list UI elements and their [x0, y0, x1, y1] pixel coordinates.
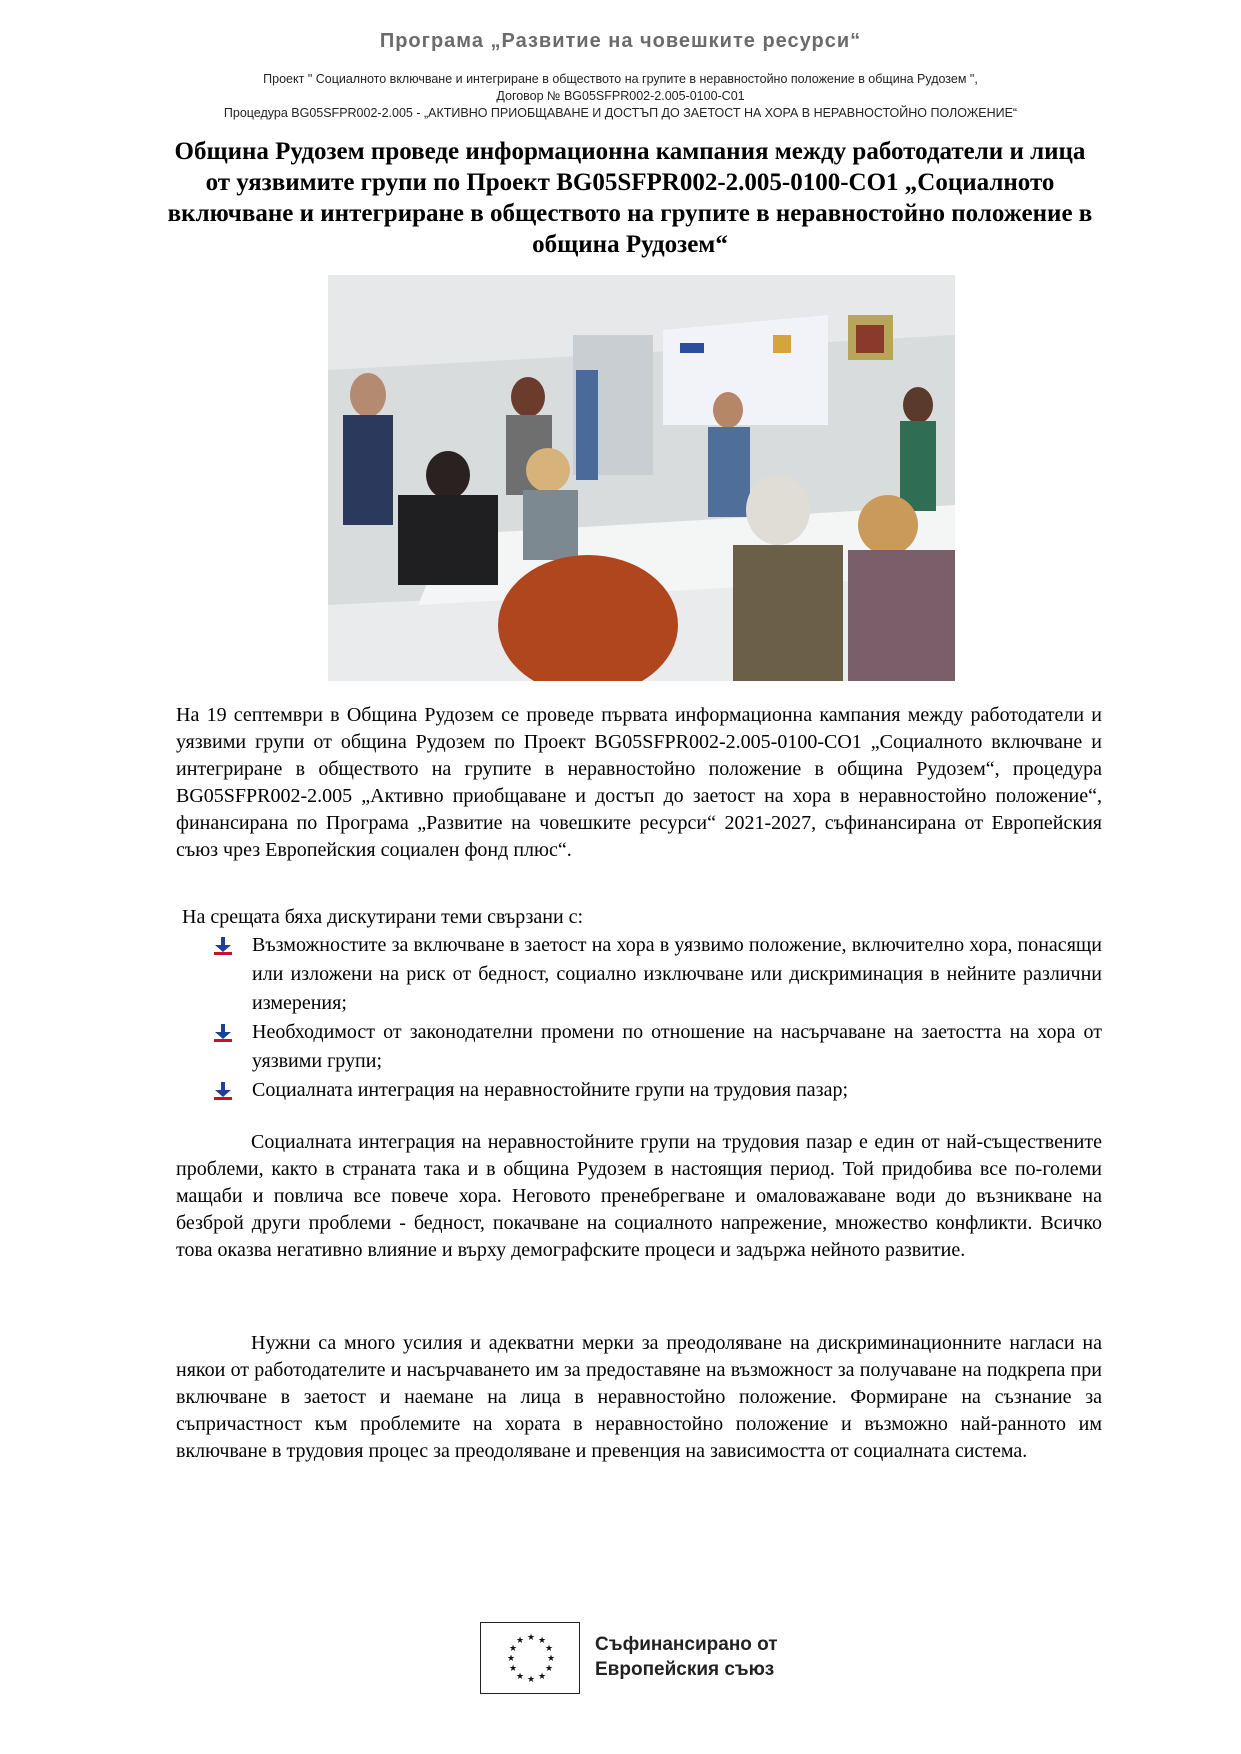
svg-text:★: ★ — [509, 1644, 518, 1654]
eu-cofinanced-logo — [480, 1622, 790, 1696]
article-title: Община Рудозем проведе информационна кампания между работодатели и лица от уязвимите групи по Проект BG05SFPR002-2.005-0100-СО1 „Социалното включване и интегриране в обществото на групите в неравностойно положение в община Рудозем“ — [167, 138, 1093, 258]
topics-list — [176, 931, 1102, 1105]
eu-flag-icon — [480, 1622, 580, 1694]
svg-text:★: ★ — [516, 1672, 525, 1682]
svg-text:★: ★ — [538, 1672, 547, 1682]
arrow-bullet-icon — [214, 1024, 232, 1042]
paragraph-1: На 19 септември в Община Рудозем се проведе първата информационна кампания между работодатели и уязвими групи от община Рудозем по Проект BG05SFPR002-2.005-0100-СО1 „Социалното включване и интегриране в обществото на групите в неравностойно положение в община Рудозем“, процедура BG05SFPR002-2.005 „Активно приобщаване и достъп до заетост на хора в неравностойно положение“, финансирана по Програма „Развитие на човешките ресурси“ 2021-2027, съфинансирана от Европейския съюз чрез Европейския социален фонд плюс“. — [176, 704, 1102, 861]
svg-text:★: ★ — [545, 1644, 554, 1654]
svg-text:★: ★ — [507, 1654, 516, 1664]
list-item — [176, 1018, 1102, 1076]
svg-text:★: ★ — [547, 1654, 556, 1664]
svg-text:★: ★ — [516, 1636, 525, 1646]
paragraph-3: Нужни са много усилия и адекватни мерки за преодоляване на дискриминационните нагласи на някои от работодателите и насърчаването им за предоставяне на възможност за получаване на подкрепа при включване в заетост и наемане на лица в неравностойно положение. Формиране на съзнание за съпричастност към проблемите на хората в неравностойно положение и възможно най-ранното им включване в трудовия процес за преодоляване и превенция на зависимостта от социалната система. — [176, 1332, 1102, 1462]
topics-intro: На срещата бяха дискутирани теми свързани с: — [182, 906, 584, 928]
svg-text:★: ★ — [509, 1664, 518, 1674]
cofinanced-line-1: Съфинансирано от — [595, 1634, 778, 1655]
program-title: Програма „Развитие на човешките ресурси“ — [379, 30, 862, 52]
procedure-line: Процедура BG05SFPR002-2.005 - „АКТИВНО ПРИОБЩАВАНЕ И ДОСТЪП ДО ЗАЕТОСТ НА ХОРА В НЕРАВНОСТОЙНО ПОЛОЖЕНИЕ“ — [223, 106, 1018, 120]
contract-line: Договор № BG05SFPR002-2.005-0100-C01 — [496, 89, 745, 103]
svg-text:★: ★ — [538, 1636, 547, 1646]
cofinanced-line-2: Европейския съюз — [595, 1659, 775, 1680]
svg-text:★: ★ — [527, 1633, 536, 1643]
arrow-bullet-icon — [214, 1082, 232, 1100]
svg-text:★: ★ — [545, 1664, 554, 1674]
list-item — [176, 1076, 1102, 1105]
list-item — [176, 931, 1102, 1018]
eu-cofinanced-text — [595, 1632, 795, 1682]
arrow-bullet-icon — [214, 937, 232, 955]
topic-text: Необходимост от законодателни промени по отношение на насърчаване на заетостта на хора от уязвими групи; — [252, 1021, 1102, 1072]
meeting-photo — [328, 275, 955, 681]
paragraph-2: Социалната интеграция на неравностойните групи на трудовия пазар е един от най-съществените проблеми, както в страната така и в община Рудозем в настоящия период. Той придобива все по-големи мащаби и повлича все повече хора. Неговото пренебрегване и омаловажаване води до възникване на безброй други проблеми - бедност, покачване на социалното напрежение, множество конфликти. Всичко това оказва негативно влияние и върху демографските процеси и задържа нейното развитие. — [176, 1131, 1102, 1261]
svg-text:★: ★ — [527, 1675, 536, 1685]
topic-text: Възможностите за включване в заетост на хора в уязвимо положение, включително хора, понасящи или изложени на риск от бедност, социално изключване или дискриминация в нейните различни измерения; — [252, 934, 1102, 1014]
project-line: Проект " Социалното включване и интегриране в обществото на групите в неравностойно положение в община Рудозем ", — [263, 72, 978, 86]
topic-text: Социалната интеграция на неравностойните групи на трудовия пазар; — [252, 1079, 848, 1101]
